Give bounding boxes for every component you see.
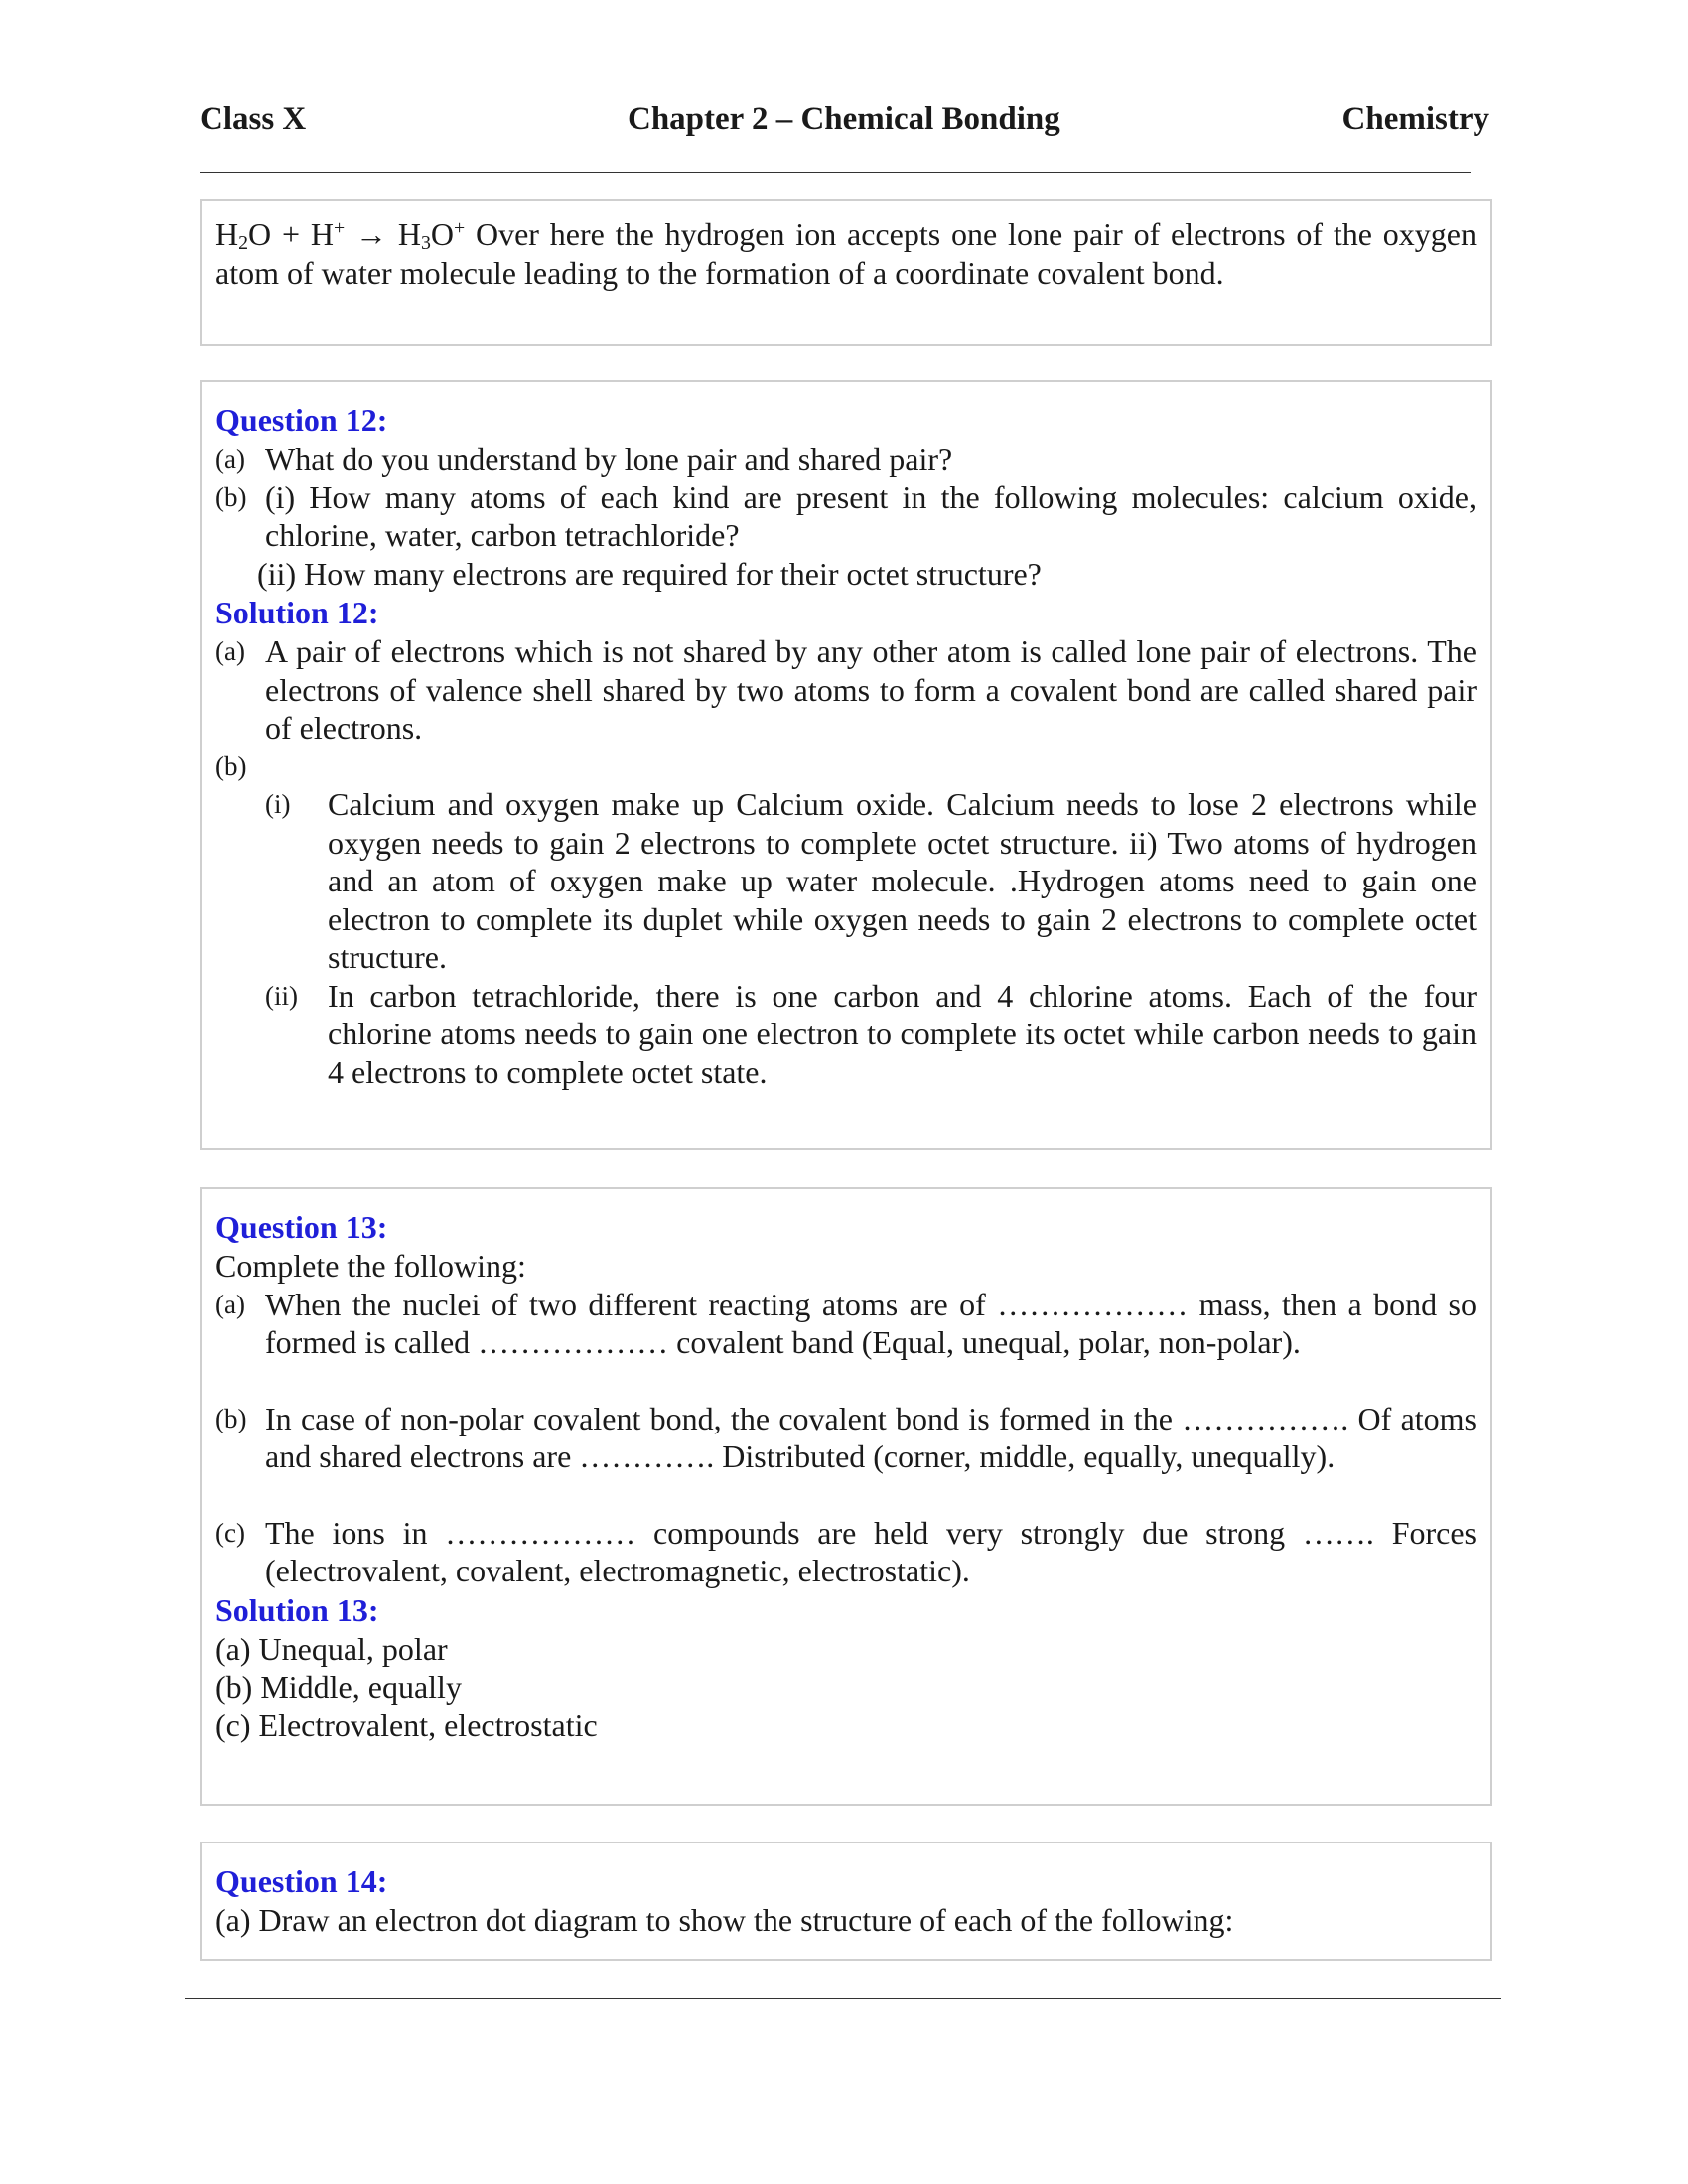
q12-b-marker: (b) [215,481,247,512]
question-12-box [200,380,1492,1150]
s12-b-ii [215,977,1477,1092]
q12-a-text: What do you understand by lone pair and shared pair? [265,441,953,477]
header-subject: Chemistry [1341,101,1489,137]
intro-box [200,199,1492,346]
s12-a-text: A pair of electrons which is not shared by any other atom is called lone pair of electrons. The electrons of valence shell shared by two atoms to form a covalent bond are called shared pair of electrons. [265,633,1477,746]
q12-part-a [215,440,1477,478]
eq-sub-3: 3 [420,232,431,255]
q13-a-marker: (a) [215,1289,245,1319]
q13-c-marker: (c) [215,1517,245,1548]
q13-part-c [215,1514,1477,1590]
question-13-heading: Question 13: [215,1209,388,1245]
s13-c: (c) Electrovalent, electrostatic [215,1706,598,1743]
s13-a: (a) Unequal, polar [215,1630,448,1667]
s12-b-ii-text: In carbon tetrachloride, there is one carbon and 4 chlorine atoms. Each of the four chlorine atoms needs to gain one electron to complete its octet while carbon needs to gain 4 electrons to complete octet state. [328,977,1477,1090]
s13-b: (b) Middle, equally [215,1669,462,1705]
q13-part-b [215,1400,1477,1476]
header-chapter: Chapter 2 – Chemical Bonding [628,101,1060,137]
eq-arrow: → H [345,216,421,252]
spacer [215,1362,1477,1400]
q13-b-marker: (b) [215,1403,247,1433]
s12-b-ii-marker: (ii) [265,980,298,1011]
header-class: Class X [200,101,307,137]
eq-h: H [215,216,239,252]
eq-sup-plus-2: + [453,217,466,240]
q13-intro: Complete the following: [215,1248,526,1284]
intro-paragraph [215,215,1477,292]
equation [215,216,466,255]
eq-o-plus-h: O + H [248,216,334,252]
intro-text: Over here the hydrogen ion accepts one lone pair of electrons of the oxygen atom of water molecule leading to the formation of a coordinate covalent bond. [215,216,1477,291]
question-14-heading: Question 14: [215,1863,388,1899]
question-13-box [200,1187,1492,1806]
s12-part-a [215,632,1477,748]
q13-part-a [215,1286,1477,1362]
q12-a-marker: (a) [215,444,245,474]
eq-o: O [430,216,454,252]
s12-b-i-text: Calcium and oxygen make up Calcium oxide. Calcium needs to lose 2 electrons while oxygen needs to gain 2 electrons to complete octet structure. ii) Two atoms of hydrogen and an atom of oxygen make up water molecule. .Hydrogen atoms need to gain one electron to complete its duplet while oxygen needs to gain 2 electrons to complete octet structure. [328,786,1477,975]
q12-b-text: (i) How many atoms of each kind are present in the following molecules: calcium oxide, chlorine, water, carbon tetrachloride? [265,478,1477,553]
eq-sup-plus: + [333,217,346,240]
s12-b-marker: (b) [215,751,247,781]
question-12-heading: Question 12: [215,402,388,438]
q12-b-ii-text: (ii) How many electrons are required for their octet structure? [257,555,1042,592]
solution-12-heading: Solution 12: [215,595,379,630]
q13-a-text: When the nuclei of two different reacting atoms are of ……………… mass, then a bond so formed is called ……………… covalent band (Equal, unequal, polar, non-polar). [265,1286,1477,1360]
q13-b-text: In case of non-polar covalent bond, the covalent bond is formed in the ……………. Of atoms and shared electrons are …………. Distributed (corner, middle, equally, unequally). [265,1400,1477,1474]
spacer [215,1476,1477,1514]
s12-b-i [215,785,1477,977]
eq-sub-2: 2 [238,232,249,255]
s12-b-i-marker: (i) [265,789,291,819]
q14-a-text: (a) Draw an electron dot diagram to show the structure of each of the following: [215,1902,1234,1938]
solution-13-heading: Solution 13: [215,1591,379,1628]
q12-part-b [215,478,1477,555]
s12-a-marker: (a) [215,636,245,666]
question-14-box [200,1842,1492,1961]
q13-c-text: The ions in ……………… compounds are held very strongly due strong ……. Forces (electrovalent, covalent, electromagnetic, electrostatic). [265,1514,1477,1588]
header-divider [200,172,1471,173]
footer-divider [185,1998,1501,1999]
